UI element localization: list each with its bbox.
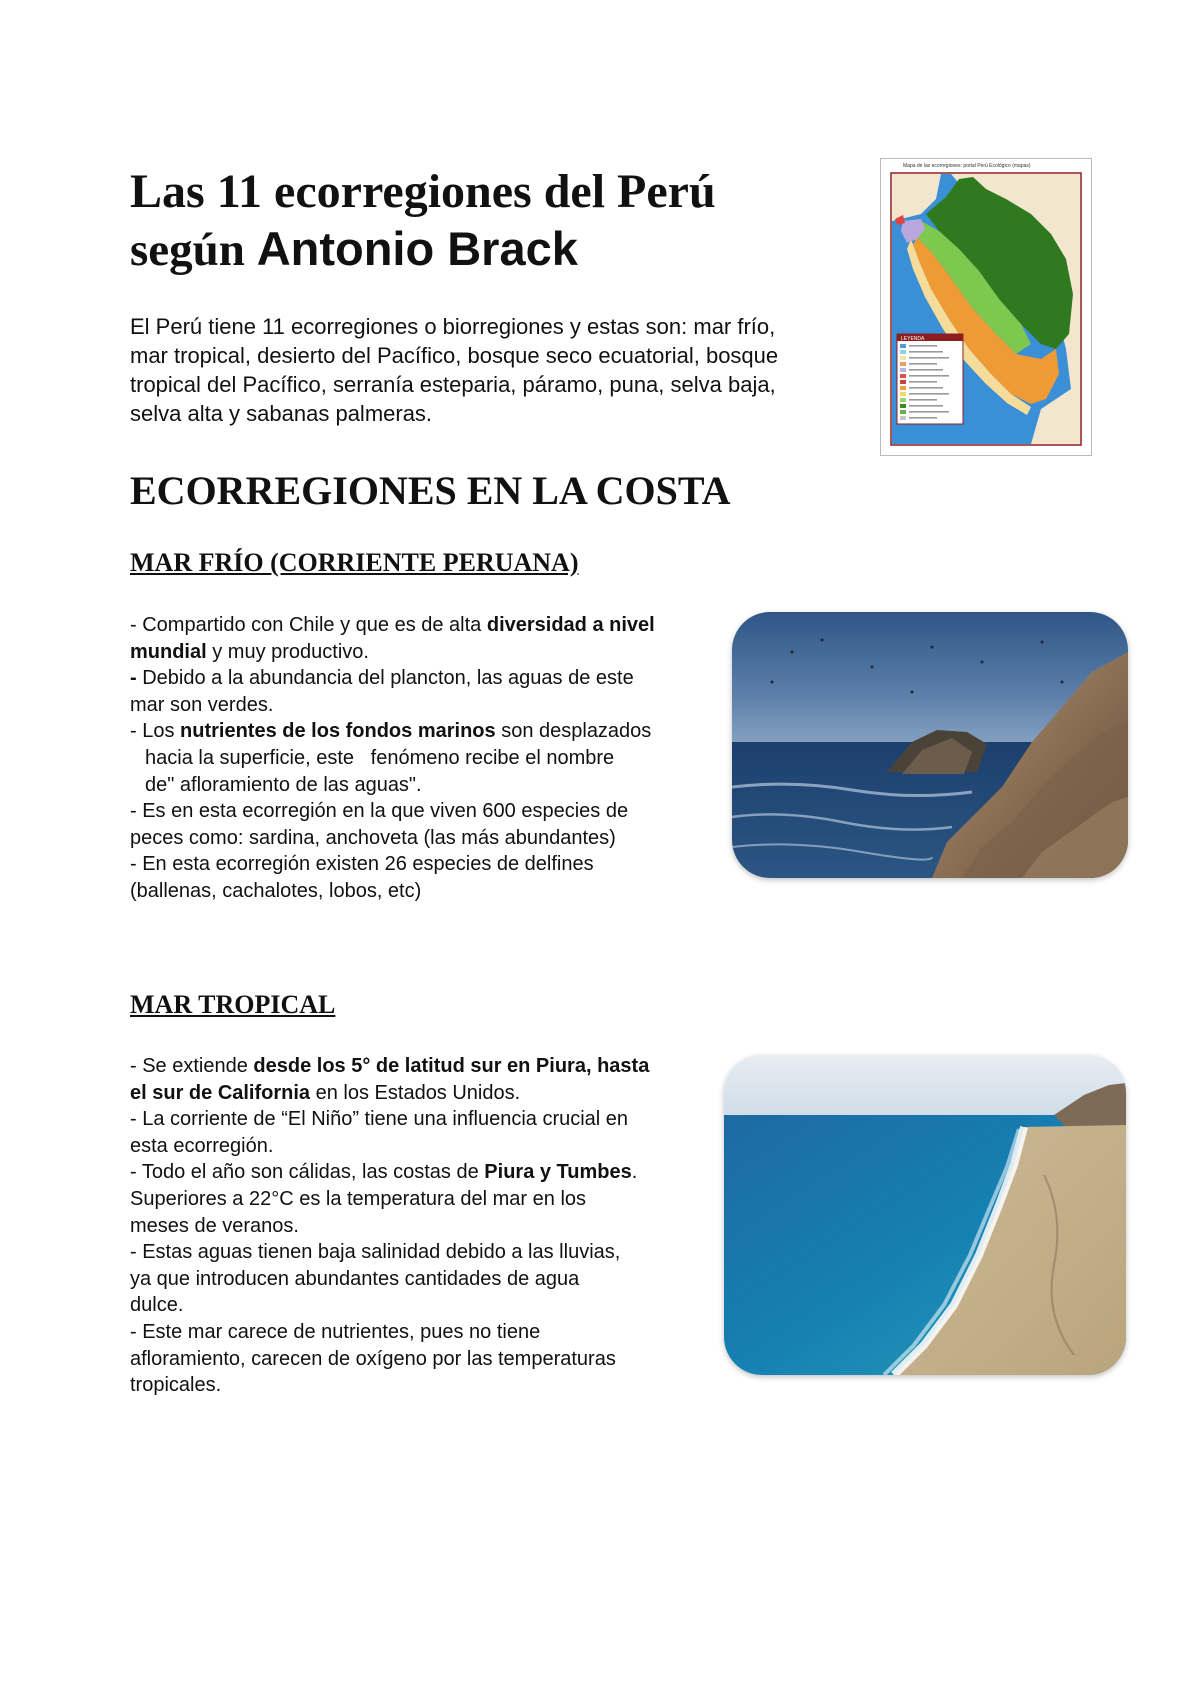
map-legend-swatch (900, 368, 906, 372)
mar-frio-line: mar son verdes. (130, 693, 274, 716)
mar-frio-line: de" afloramiento de las aguas". (145, 773, 422, 796)
title-segun: según (130, 224, 257, 276)
text-span: - Se extiende (130, 1055, 254, 1077)
mar-frio-line (130, 665, 710, 692)
map-legend-swatch (900, 350, 906, 354)
map-legend-label (909, 369, 943, 371)
intro-paragraph (130, 312, 860, 428)
mar-tropical-line: - Estas aguas tienen baja salinidad debido a las lluvias, (130, 1241, 621, 1264)
mar-tropical-text (130, 1053, 710, 1399)
map-legend-label (909, 399, 937, 401)
mar-tropical-line (130, 1053, 710, 1080)
bold-span: - (130, 667, 143, 690)
map-legend-swatch (900, 362, 906, 366)
mar-frio-line (130, 639, 710, 666)
map-legend-swatch (900, 386, 906, 390)
intro-line: selva alta y sabanas palmeras. (130, 401, 433, 426)
map-caption: Mapa de las ecorregiones: portal Perú Ecológico (mapas) (903, 163, 1031, 169)
map-legend-swatch (900, 374, 906, 378)
map-legend-swatch (900, 356, 906, 360)
mar-tropical-line: ya que introducen abundantes cantidades de agua (130, 1267, 580, 1290)
map-legend-label (909, 375, 949, 377)
mar-frio-line: hacia la superficie, este fenómeno recibe el nombre (145, 746, 615, 769)
page-title-line-1: Las 11 ecorregiones del Perú (130, 165, 716, 218)
map-legend-swatch (900, 398, 906, 402)
map-legend-label (909, 387, 943, 389)
map-legend-label (909, 351, 943, 353)
bold-span: mundial (130, 640, 207, 663)
mar-tropical-heading: MAR TROPICAL (130, 990, 336, 1019)
map-legend-swatch (900, 404, 906, 408)
mar-tropical-line: meses de veranos. (130, 1214, 299, 1237)
text-span: - Todo el año son cálidas, las costas de (130, 1161, 485, 1184)
text-span: son desplazados (495, 720, 652, 743)
map-legend-label (909, 393, 949, 395)
mar-tropical-line (130, 1159, 710, 1186)
mar-tropical-line: Superiores a 22°C es la temperatura del mar en los (130, 1187, 587, 1210)
map-legend-swatch (900, 392, 906, 396)
mar-tropical-line: - Este mar carece de nutrientes, pues no tiene (130, 1320, 541, 1343)
text-span: y muy productivo. (206, 640, 369, 663)
mar-frio-heading: MAR FRÍO (CORRIENTE PERUANA) (130, 548, 579, 577)
mar-frio-line: peces como: sardina, anchoveta (las más abundantes) (130, 826, 616, 849)
map-legend-label (909, 363, 937, 365)
intro-line: El Perú tiene 11 ecorregiones o biorregiones y estas son: mar frío, (130, 314, 776, 339)
map-legend-label (909, 411, 949, 413)
map-legend-label (909, 405, 943, 407)
intro-line: mar tropical, desierto del Pacífico, bosque seco ecuatorial, bosque (130, 343, 779, 368)
page-title-line-2 (130, 222, 578, 277)
bold-span: nutrientes de los fondos marinos (180, 720, 496, 743)
mar-frio-line: - Es en esta ecorregión en la que viven 600 especies de (130, 800, 629, 823)
intro-line: tropical del Pacífico, serranía esteparia, páramo, puna, selva baja, (130, 372, 776, 397)
mar-tropical-photo (724, 1055, 1126, 1375)
map-legend-label (909, 345, 937, 347)
mar-tropical-line (130, 1080, 710, 1107)
map-legend-title: LEYENDA (901, 336, 925, 342)
text-span: - Compartido con Chile y que es de alta (130, 614, 487, 636)
text-span: Debido a la abundancia del plancton, las aguas de este (142, 667, 634, 690)
map-legend-label (909, 417, 937, 419)
mar-frio-line: - En esta ecorregión existen 26 especies de delfines (130, 853, 594, 876)
mar-frio-line: (ballenas, cachalotes, lobos, etc) (130, 879, 422, 902)
section-heading-costa: ECORREGIONES EN LA COSTA (130, 468, 731, 513)
mar-tropical-line: afloramiento, carecen de oxígeno por las temperaturas (130, 1347, 616, 1370)
map-legend-swatch (900, 416, 906, 420)
map-legend-label (909, 381, 937, 383)
map-legend-swatch (900, 410, 906, 414)
bold-span: el sur de California (130, 1081, 311, 1104)
map-legend-swatch (900, 380, 906, 384)
mar-tropical-line: - La corriente de “El Niño” tiene una influencia crucial en (130, 1108, 629, 1131)
mar-frio-line (130, 612, 710, 639)
text-span: . (631, 1161, 638, 1184)
peru-map-graphic (881, 159, 1091, 455)
mar-tropical-line: tropicales. (130, 1374, 222, 1397)
mar-tropical-line: esta ecorregión. (130, 1134, 274, 1157)
bold-span: desde los 5° de latitud sur en Piura, hasta (253, 1055, 650, 1077)
map-legend-label (909, 357, 949, 359)
title-author: Antonio Brack (256, 222, 578, 275)
mar-frio-photo (732, 612, 1128, 878)
map-legend-swatch (900, 344, 906, 348)
text-span: - Los (130, 720, 181, 743)
mar-tropical-line: dulce. (130, 1294, 184, 1317)
bold-span: diversidad a nivel (486, 614, 655, 636)
bold-span: Piura y Tumbes (484, 1161, 632, 1184)
text-span: en los Estados Unidos. (310, 1081, 521, 1104)
mar-frio-text (130, 612, 710, 905)
mar-frio-line (130, 718, 710, 745)
ecoregions-map-image (880, 158, 1092, 456)
